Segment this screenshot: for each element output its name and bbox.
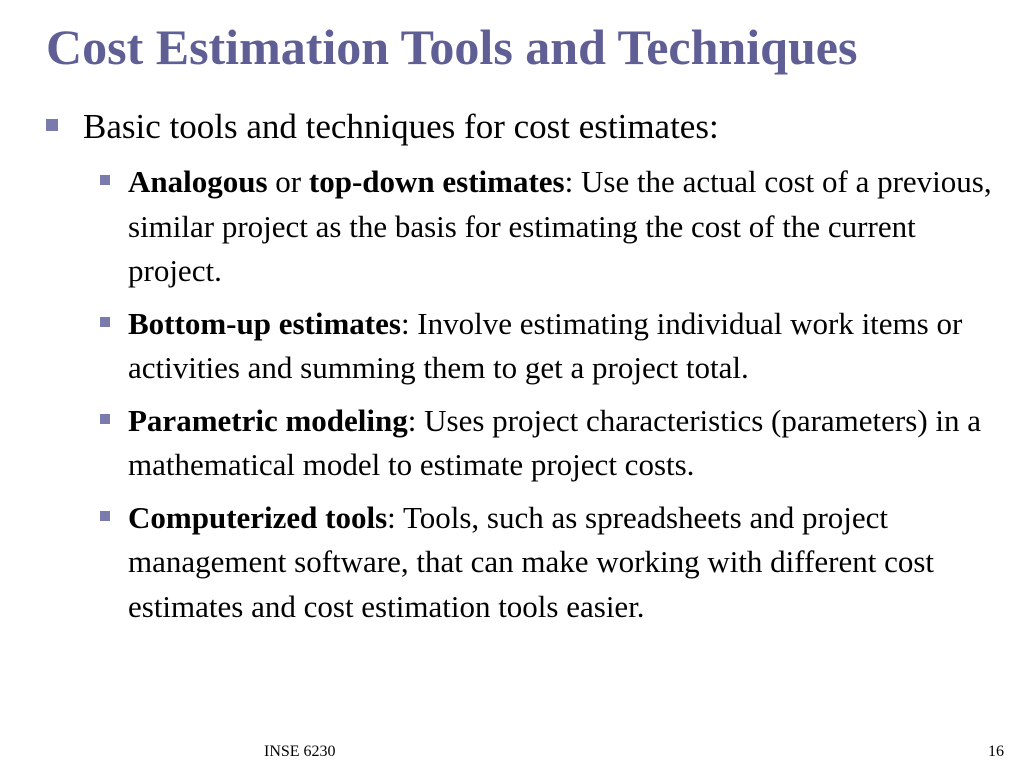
page-number: 16 [988, 743, 1004, 760]
main-bullet [46, 106, 996, 148]
slide-title: Cost Estimation Tools and Techniques [46, 19, 858, 75]
footer-course-code: INSE 6230 [264, 743, 336, 760]
technique-description: : Tools, such as spreadsheets and project management software, that can make working with different cost estimates and cost estimation tools easier. [128, 499, 935, 624]
square-bullet-icon [100, 511, 110, 521]
technique-term: Parametric modeling [128, 402, 408, 438]
technique-item-computerized [100, 496, 1005, 630]
square-bullet-icon [100, 414, 110, 424]
technique-description: : Uses project characteristics (parameters) in a mathematical model to estimate project costs. [128, 402, 982, 482]
square-bullet-icon [46, 119, 58, 131]
technique-item-parametric [100, 399, 1005, 488]
square-bullet-icon [100, 175, 110, 185]
technique-description: : Involve estimating individual work items or activities and summing them to get a project total. [128, 305, 963, 385]
technique-connector: or [267, 164, 309, 199]
technique-list [100, 160, 1005, 637]
technique-term: Bottom-up estimates [128, 305, 401, 341]
square-bullet-icon [100, 317, 110, 327]
technique-item-analogous [100, 160, 1005, 294]
technique-description: : Use the actual cost of a previous, similar project as the basis for estimating the cost of the current project. [128, 164, 992, 288]
technique-item-bottom-up [100, 302, 1005, 391]
technique-term-alt: top-down estimates [308, 164, 565, 199]
main-bullet-text: Basic tools and techniques for cost estimates: [83, 107, 719, 146]
technique-term: Analogous [128, 164, 268, 199]
technique-term: Computerized tools [128, 499, 388, 535]
